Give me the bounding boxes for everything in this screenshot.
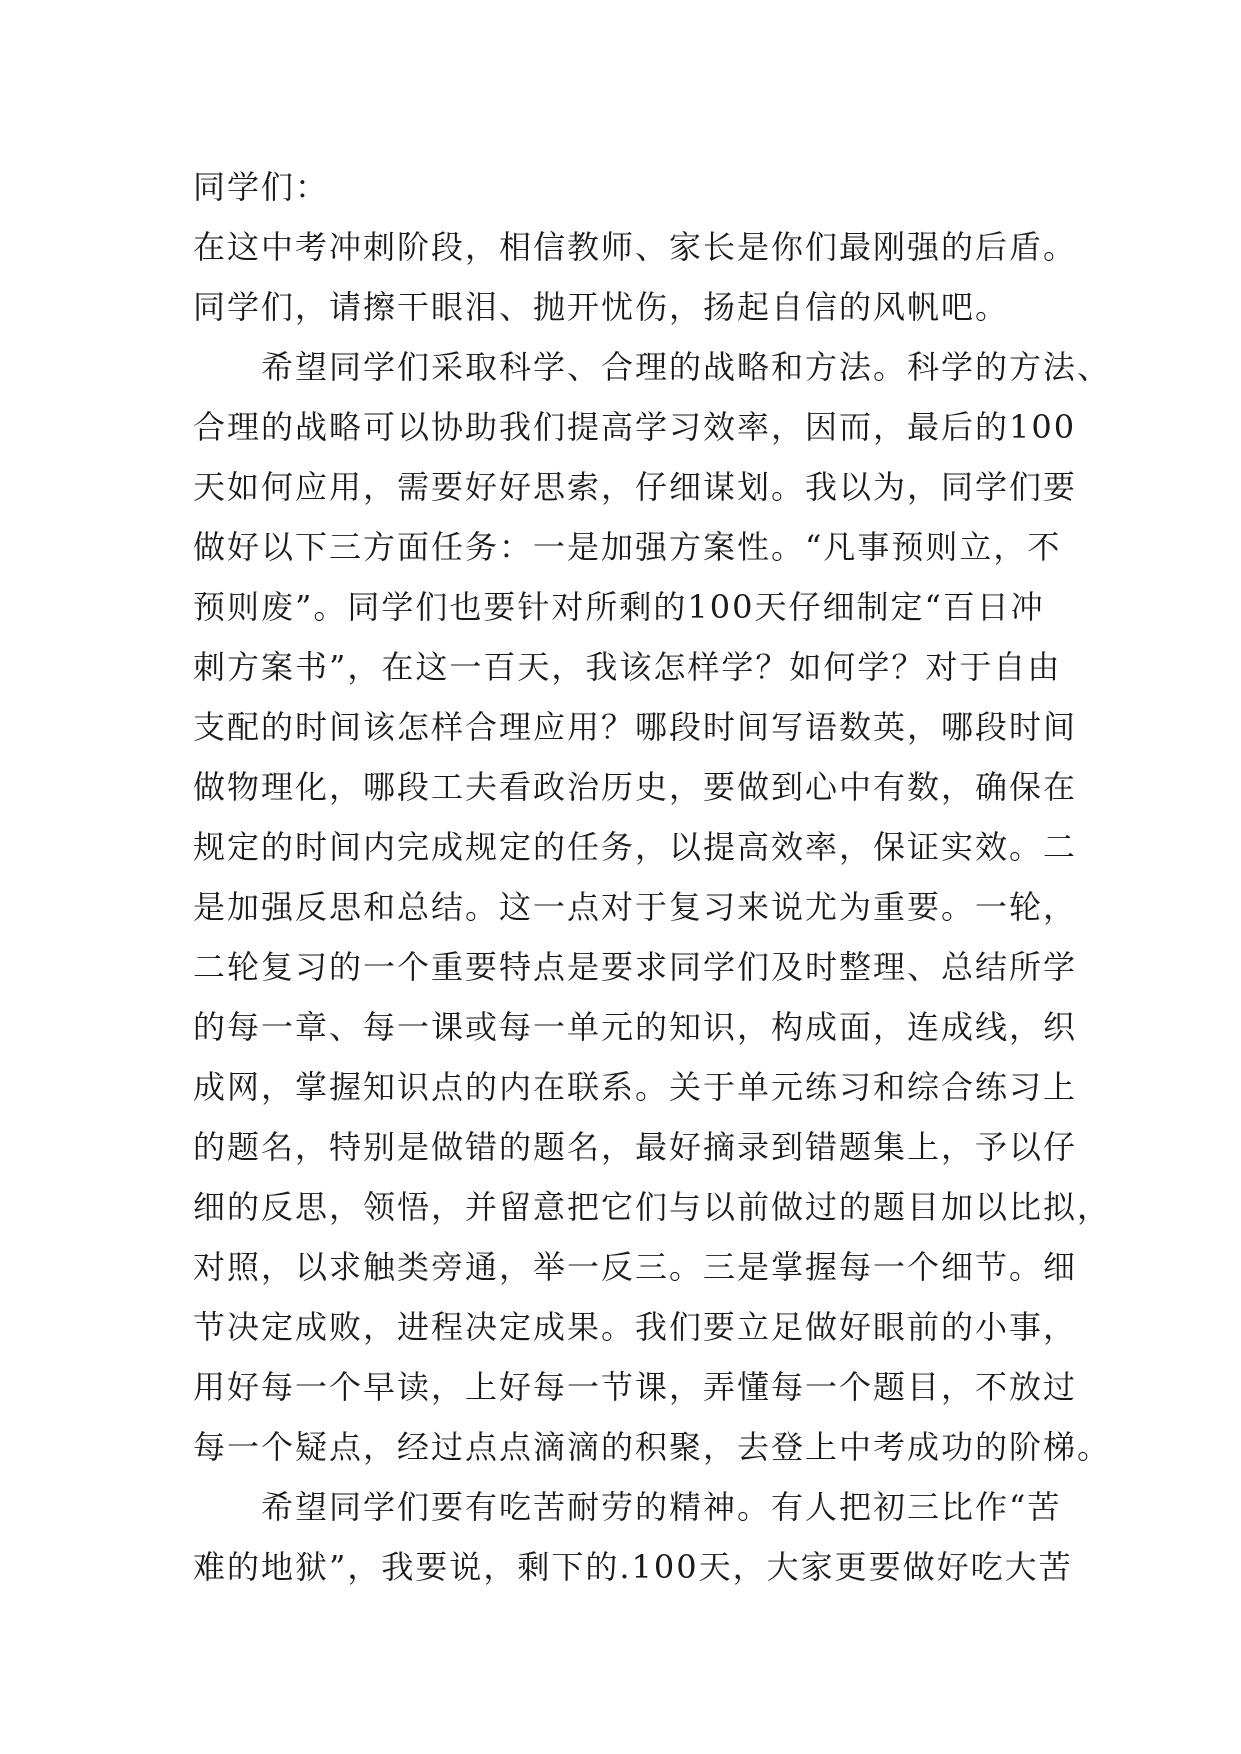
text-line: 同学们： [193, 168, 330, 206]
text-line: 同学们，请擦干眼泪、抛开忧伤，扬起自信的风帆吧。 [193, 288, 1010, 326]
text-line: 二轮复习的一个重要特点是要求同学们及时整理、总结所学 [193, 948, 1078, 986]
text-line: 合理的战略可以协助我们提高学习效率，因而，最后的100 [193, 408, 1077, 446]
text-line: 是加强反思和总结。这一点对于复习来说尤为重要。一轮， [193, 888, 1078, 926]
text-line: 对照，以求触类旁通，举一反三。三是掌握每一个细节。细 [193, 1248, 1078, 1286]
text-line: 做物理化，哪段工夫看政治历史，要做到心中有数，确保在 [193, 768, 1078, 806]
text-line: 的题名，特别是做错的题名，最好摘录到错题集上，予以仔 [193, 1128, 1078, 1166]
text-line: 细的反思，领悟，并留意把它们与以前做过的题目加以比拟， [193, 1188, 1112, 1226]
text-line: 成网，掌握知识点的内在联系。关于单元练习和综合练习上 [193, 1068, 1078, 1106]
text-line: 节决定成败，进程决定成果。我们要立足做好眼前的小事， [193, 1308, 1078, 1346]
text-line: 难的地狱”，我要说，剩下的.100天，大家更要做好吃大苦 [193, 1548, 1073, 1586]
paragraph-start-line: 希望同学们要有吃苦耐劳的精神。有人把初三比作“苦 [261, 1488, 1062, 1526]
text-line: 用好每一个早读，上好每一节课，弄懂每一个题目，不放过 [193, 1368, 1078, 1406]
text-line: 在这中考冲刺阶段，相信教师、家长是你们最刚强的后盾。 [193, 228, 1078, 266]
text-line: 的每一章、每一课或每一单元的知识，构成面，连成线，织 [193, 1008, 1078, 1046]
text-line: 天如何应用，需要好好思索，仔细谋划。我以为，同学们要 [193, 468, 1078, 506]
document-body [193, 157, 1112, 1597]
text-line: 每一个疑点，经过点点滴滴的积聚，去登上中考成功的阶梯。 [193, 1428, 1112, 1466]
text-line: 做好以下三方面任务：一是加强方案性。“凡事预则立，不 [193, 528, 1062, 566]
text-line: 规定的时间内完成规定的任务，以提高效率，保证实效。二 [193, 828, 1078, 866]
text-line: 预则废”。同学们也要针对所剩的100天仔细制定“百日冲 [193, 588, 1045, 626]
text-line: 支配的时间该怎样合理应用？哪段时间写语数英，哪段时间 [193, 708, 1078, 746]
text-line: 刺方案书”，在这一百天，我该怎样学？如何学？对于自由 [193, 648, 1062, 686]
paragraph-start-line: 希望同学们采取科学、合理的战略和方法。科学的方法、 [261, 348, 1112, 386]
